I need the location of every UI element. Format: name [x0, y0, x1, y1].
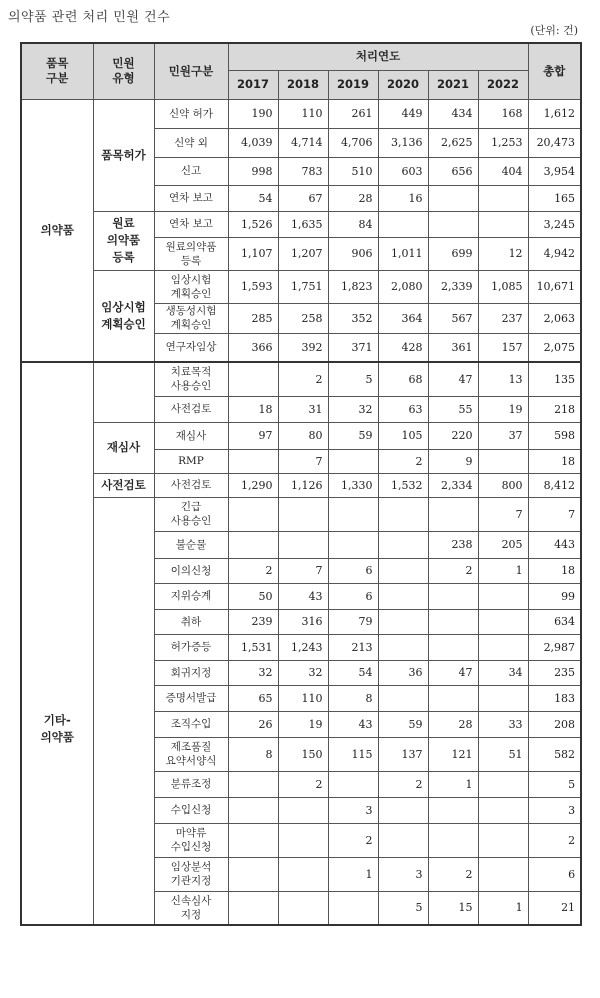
type-empty	[93, 497, 154, 925]
value-cell: 1,751	[278, 270, 328, 303]
value-cell: 121	[428, 737, 478, 771]
value-cell: 2,339	[428, 270, 478, 303]
value-cell: 316	[278, 609, 328, 634]
value-cell: 12	[478, 237, 528, 270]
value-cell	[478, 685, 528, 711]
value-cell: 2	[228, 558, 278, 583]
value-cell	[378, 685, 428, 711]
total-cell: 10,671	[528, 270, 581, 303]
value-cell	[228, 857, 278, 891]
value-cell	[228, 823, 278, 857]
value-cell: 1,253	[478, 128, 528, 157]
value-cell	[278, 797, 328, 823]
value-cell	[478, 857, 528, 891]
value-cell: 285	[228, 303, 278, 333]
type-empty	[93, 362, 154, 422]
value-cell: 1	[478, 558, 528, 583]
total-cell: 7	[528, 497, 581, 531]
total-cell: 208	[528, 711, 581, 737]
total-cell: 598	[528, 422, 581, 449]
value-cell: 32	[228, 660, 278, 685]
value-cell	[378, 634, 428, 660]
value-cell	[428, 823, 478, 857]
total-cell: 21	[528, 891, 581, 925]
value-cell	[378, 558, 428, 583]
row-label: 수입신청	[154, 797, 228, 823]
value-cell: 28	[428, 711, 478, 737]
value-cell: 50	[228, 583, 278, 609]
value-cell: 63	[378, 396, 428, 422]
value-cell: 3	[328, 797, 378, 823]
value-cell	[378, 211, 428, 237]
value-cell	[278, 531, 328, 558]
value-cell	[278, 857, 328, 891]
value-cell: 213	[328, 634, 378, 660]
value-cell: 137	[378, 737, 428, 771]
row-label: 조직수입	[154, 711, 228, 737]
value-cell: 51	[478, 737, 528, 771]
value-cell: 656	[428, 157, 478, 185]
value-cell: 7	[478, 497, 528, 531]
row-label: 이의신청	[154, 558, 228, 583]
total-cell: 4,942	[528, 237, 581, 270]
total-cell: 165	[528, 185, 581, 211]
value-cell	[278, 891, 328, 925]
header-year: 2020	[378, 70, 428, 99]
value-cell: 47	[428, 362, 478, 396]
value-cell	[228, 449, 278, 473]
value-cell: 65	[228, 685, 278, 711]
total-cell: 18	[528, 558, 581, 583]
value-cell: 364	[378, 303, 428, 333]
value-cell: 449	[378, 99, 428, 128]
row-label: 신고	[154, 157, 228, 185]
header-year: 2022	[478, 70, 528, 99]
value-cell: 998	[228, 157, 278, 185]
value-cell: 2	[428, 558, 478, 583]
header-year: 2017	[228, 70, 278, 99]
value-cell	[428, 185, 478, 211]
value-cell: 4,039	[228, 128, 278, 157]
row-label: 마약류 수입신청	[154, 823, 228, 857]
value-cell: 168	[478, 99, 528, 128]
value-cell: 392	[278, 333, 328, 362]
value-cell: 2	[278, 771, 328, 797]
header-years-label: 처리연도	[228, 43, 528, 70]
total-cell: 2,987	[528, 634, 581, 660]
value-cell: 110	[278, 99, 328, 128]
value-cell: 1,823	[328, 270, 378, 303]
value-cell	[378, 609, 428, 634]
value-cell: 6	[328, 558, 378, 583]
value-cell: 510	[328, 157, 378, 185]
value-cell	[228, 771, 278, 797]
type-recheck: 재심사	[93, 422, 154, 473]
total-cell: 443	[528, 531, 581, 558]
value-cell: 2,625	[428, 128, 478, 157]
total-cell: 8,412	[528, 473, 581, 497]
row-label: 지위승계	[154, 583, 228, 609]
value-cell: 1,330	[328, 473, 378, 497]
value-cell: 2	[378, 449, 428, 473]
row-label: 긴급 사용승인	[154, 497, 228, 531]
value-cell: 5	[328, 362, 378, 396]
row-label: 증명서발급	[154, 685, 228, 711]
value-cell: 1,085	[478, 270, 528, 303]
value-cell	[378, 823, 428, 857]
total-cell: 2,063	[528, 303, 581, 333]
value-cell	[328, 449, 378, 473]
value-cell	[378, 583, 428, 609]
value-cell: 1,593	[228, 270, 278, 303]
value-cell	[478, 634, 528, 660]
header-year: 2021	[428, 70, 478, 99]
value-cell: 8	[328, 685, 378, 711]
row-label: 임상시험 계획승인	[154, 270, 228, 303]
row-label: 분류조정	[154, 771, 228, 797]
value-cell: 190	[228, 99, 278, 128]
header-year: 2019	[328, 70, 378, 99]
value-cell: 1	[328, 857, 378, 891]
value-cell: 238	[428, 531, 478, 558]
value-cell: 54	[228, 185, 278, 211]
row-label: RMP	[154, 449, 228, 473]
value-cell: 8	[228, 737, 278, 771]
table-row	[21, 497, 581, 531]
value-cell	[428, 583, 478, 609]
table-row	[21, 270, 581, 303]
value-cell: 19	[478, 396, 528, 422]
row-label: 신약 외	[154, 128, 228, 157]
value-cell	[228, 797, 278, 823]
row-label: 연구자임상	[154, 333, 228, 362]
value-cell: 15	[428, 891, 478, 925]
value-cell	[478, 185, 528, 211]
value-cell	[378, 497, 428, 531]
value-cell: 1,011	[378, 237, 428, 270]
unit-label: (단위: 건)	[530, 24, 578, 37]
value-cell: 3	[378, 857, 428, 891]
value-cell: 32	[278, 660, 328, 685]
value-cell	[478, 211, 528, 237]
table-row	[21, 473, 581, 497]
value-cell	[278, 823, 328, 857]
value-cell: 36	[378, 660, 428, 685]
row-label: 사전검토	[154, 473, 228, 497]
type-pre-review: 사전검토	[93, 473, 154, 497]
value-cell: 1,243	[278, 634, 328, 660]
value-cell	[428, 685, 478, 711]
value-cell	[228, 531, 278, 558]
header-detail: 민원구분	[154, 43, 228, 99]
total-cell: 183	[528, 685, 581, 711]
value-cell: 5	[378, 891, 428, 925]
value-cell: 55	[428, 396, 478, 422]
row-label: 신속심사 지정	[154, 891, 228, 925]
value-cell	[378, 797, 428, 823]
value-cell: 34	[478, 660, 528, 685]
value-cell: 2,080	[378, 270, 428, 303]
value-cell	[478, 583, 528, 609]
table-row	[21, 362, 581, 396]
value-cell: 84	[328, 211, 378, 237]
type-clinical: 임상시험 계획승인	[93, 270, 154, 362]
row-label: 불순물	[154, 531, 228, 558]
value-cell: 428	[378, 333, 428, 362]
value-cell: 261	[328, 99, 378, 128]
header-type: 민원 유형	[93, 43, 154, 99]
value-cell: 237	[478, 303, 528, 333]
value-cell: 1,107	[228, 237, 278, 270]
value-cell: 19	[278, 711, 328, 737]
value-cell: 1	[478, 891, 528, 925]
header-category: 품목 구분	[21, 43, 93, 99]
value-cell: 3,136	[378, 128, 428, 157]
value-cell: 1	[428, 771, 478, 797]
value-cell	[478, 771, 528, 797]
total-cell: 99	[528, 583, 581, 609]
total-cell: 3	[528, 797, 581, 823]
total-cell: 235	[528, 660, 581, 685]
total-cell: 2,075	[528, 333, 581, 362]
value-cell: 2	[378, 771, 428, 797]
value-cell: 404	[478, 157, 528, 185]
type-approval: 품목허가	[93, 99, 154, 211]
value-cell: 699	[428, 237, 478, 270]
value-cell: 68	[378, 362, 428, 396]
header-total: 총합	[528, 43, 581, 99]
total-cell: 634	[528, 609, 581, 634]
value-cell: 603	[378, 157, 428, 185]
total-cell: 218	[528, 396, 581, 422]
value-cell: 783	[278, 157, 328, 185]
value-cell: 2	[428, 857, 478, 891]
group-drug: 의약품	[21, 99, 93, 362]
document-title: 의약품 관련 처리 민원 건수	[8, 10, 171, 25]
value-cell: 205	[478, 531, 528, 558]
total-cell: 6	[528, 857, 581, 891]
value-cell: 43	[328, 711, 378, 737]
total-cell: 5	[528, 771, 581, 797]
type-raw-material: 원료 의약품 등록	[93, 211, 154, 270]
value-cell: 32	[328, 396, 378, 422]
value-cell: 371	[328, 333, 378, 362]
value-cell: 7	[278, 449, 328, 473]
value-cell: 43	[278, 583, 328, 609]
row-label: 임상분석 기관지정	[154, 857, 228, 891]
value-cell: 239	[228, 609, 278, 634]
value-cell: 2,334	[428, 473, 478, 497]
value-cell	[228, 891, 278, 925]
value-cell: 54	[328, 660, 378, 685]
value-cell: 31	[278, 396, 328, 422]
value-cell: 115	[328, 737, 378, 771]
value-cell: 1,635	[278, 211, 328, 237]
value-cell: 110	[278, 685, 328, 711]
value-cell	[328, 891, 378, 925]
value-cell: 220	[428, 422, 478, 449]
row-label: 생동성시험 계획승인	[154, 303, 228, 333]
table-row	[21, 422, 581, 449]
value-cell: 4,714	[278, 128, 328, 157]
value-cell: 1,532	[378, 473, 428, 497]
table-row	[21, 211, 581, 237]
total-cell: 3,954	[528, 157, 581, 185]
value-cell: 1,531	[228, 634, 278, 660]
value-cell: 352	[328, 303, 378, 333]
value-cell	[228, 497, 278, 531]
header-year: 2018	[278, 70, 328, 99]
complaints-table	[20, 42, 582, 926]
value-cell: 9	[428, 449, 478, 473]
table-row	[21, 99, 581, 128]
total-cell: 20,473	[528, 128, 581, 157]
total-cell: 2	[528, 823, 581, 857]
value-cell	[228, 362, 278, 396]
value-cell: 28	[328, 185, 378, 211]
row-label: 치료목적 사용승인	[154, 362, 228, 396]
value-cell	[378, 531, 428, 558]
value-cell: 1,207	[278, 237, 328, 270]
total-cell: 135	[528, 362, 581, 396]
value-cell: 47	[428, 660, 478, 685]
group-other: 기타- 의약품	[21, 362, 93, 925]
value-cell: 366	[228, 333, 278, 362]
value-cell: 150	[278, 737, 328, 771]
value-cell	[328, 531, 378, 558]
total-cell: 1,612	[528, 99, 581, 128]
value-cell	[428, 609, 478, 634]
value-cell: 97	[228, 422, 278, 449]
value-cell	[428, 211, 478, 237]
value-cell: 4,706	[328, 128, 378, 157]
value-cell: 16	[378, 185, 428, 211]
value-cell	[328, 771, 378, 797]
value-cell: 1,526	[228, 211, 278, 237]
value-cell: 800	[478, 473, 528, 497]
value-cell: 26	[228, 711, 278, 737]
row-label: 회귀지정	[154, 660, 228, 685]
row-label: 허가증등	[154, 634, 228, 660]
row-label: 신약 허가	[154, 99, 228, 128]
value-cell: 33	[478, 711, 528, 737]
value-cell: 434	[428, 99, 478, 128]
value-cell: 6	[328, 583, 378, 609]
row-label: 제조품질 요약서양식	[154, 737, 228, 771]
row-label: 연차 보고	[154, 185, 228, 211]
value-cell: 67	[278, 185, 328, 211]
value-cell: 79	[328, 609, 378, 634]
value-cell: 105	[378, 422, 428, 449]
value-cell	[428, 497, 478, 531]
value-cell	[478, 609, 528, 634]
value-cell: 258	[278, 303, 328, 333]
total-cell: 3,245	[528, 211, 581, 237]
row-label: 연차 보고	[154, 211, 228, 237]
total-cell: 582	[528, 737, 581, 771]
value-cell: 2	[328, 823, 378, 857]
row-label: 취하	[154, 609, 228, 634]
value-cell: 1,290	[228, 473, 278, 497]
value-cell: 567	[428, 303, 478, 333]
value-cell: 1,126	[278, 473, 328, 497]
value-cell: 59	[328, 422, 378, 449]
value-cell: 7	[278, 558, 328, 583]
row-label: 재심사	[154, 422, 228, 449]
value-cell	[328, 497, 378, 531]
value-cell: 18	[228, 396, 278, 422]
value-cell	[478, 823, 528, 857]
value-cell: 361	[428, 333, 478, 362]
value-cell: 2	[278, 362, 328, 396]
value-cell	[478, 797, 528, 823]
value-cell	[428, 634, 478, 660]
value-cell: 13	[478, 362, 528, 396]
value-cell: 157	[478, 333, 528, 362]
value-cell: 80	[278, 422, 328, 449]
value-cell	[428, 797, 478, 823]
value-cell: 59	[378, 711, 428, 737]
value-cell: 37	[478, 422, 528, 449]
value-cell: 906	[328, 237, 378, 270]
value-cell	[478, 449, 528, 473]
row-label: 원료의약품 등록	[154, 237, 228, 270]
total-cell: 18	[528, 449, 581, 473]
value-cell	[278, 497, 328, 531]
row-label: 사전검토	[154, 396, 228, 422]
